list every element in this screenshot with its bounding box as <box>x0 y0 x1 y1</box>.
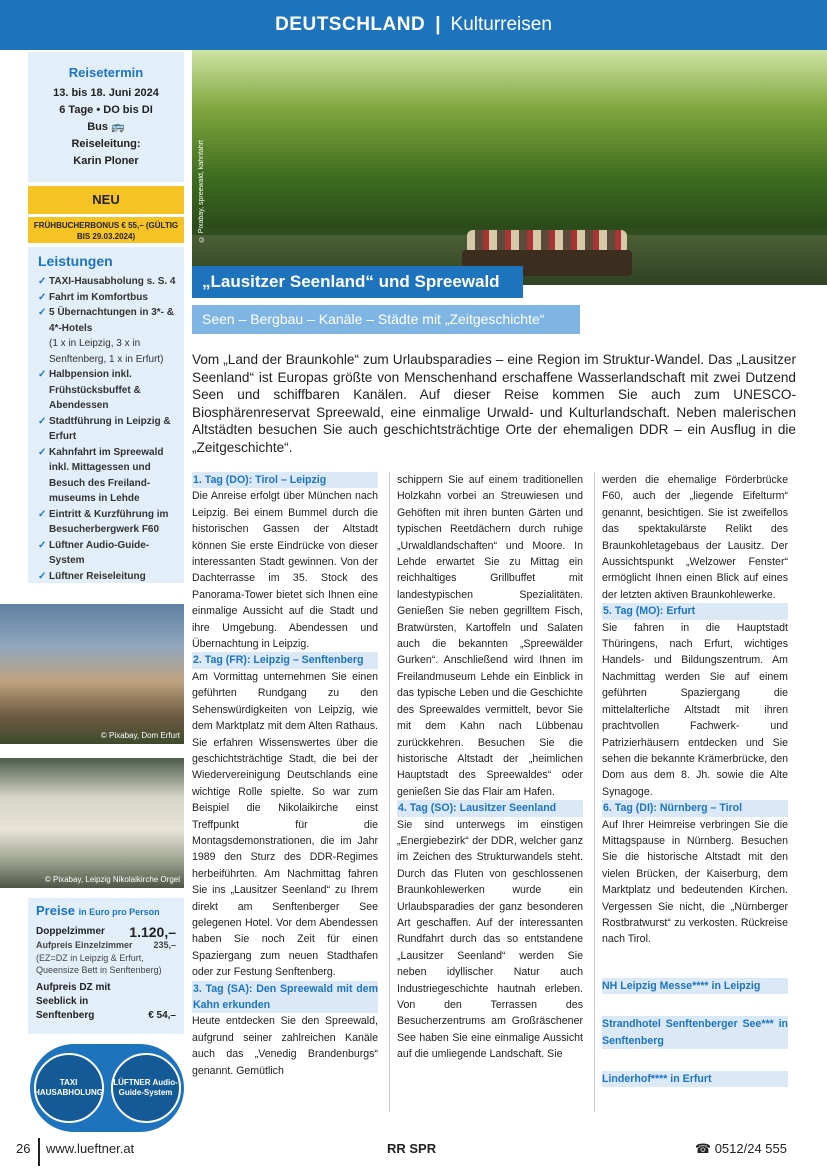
photo-nikolaikirche-orgel <box>0 758 184 888</box>
day-1-heading: 1. Tag (DO): Tirol – Leipzig <box>192 472 378 488</box>
photo-credit: © Pixabay, spreewald, kahnfahrt <box>198 140 205 243</box>
reisetermin-title: Reisetermin <box>68 65 144 80</box>
price-row-single <box>36 939 176 952</box>
price-title-small: in Euro pro Person <box>78 907 160 917</box>
trip-code: RR SPR <box>387 1141 437 1156</box>
price-value: € 54,– <box>148 1009 176 1021</box>
page-title: „Lausitzer Seenland“ und Spreewald <box>192 266 523 298</box>
hero-photo-spreewald <box>192 50 827 285</box>
list-item: ✓ Eintritt & Kurzführung im Besucherbergwerk F60 <box>38 507 178 538</box>
tour-guide-name: Karin Ploner <box>73 155 139 167</box>
column-1 <box>192 472 378 1079</box>
column-divider <box>594 472 595 1112</box>
list-item: ✓ TAXI-Hausabholung s. S. 4 <box>38 274 178 290</box>
price-box <box>28 898 184 1034</box>
price-note: (EZ=DZ in Leipzig & Erfurt, Queensize Bett in Senftenberg) <box>36 952 162 975</box>
list-item: ✓ Stadtführung in Leipzig & Erfurt <box>38 414 178 445</box>
left-sidebar <box>28 52 184 583</box>
list-item: ✓ Fahrt im Komfortbus <box>38 290 178 306</box>
footer-divider <box>38 1138 40 1166</box>
badge-strip <box>30 1044 184 1132</box>
hotel-senftenberg: Strandhotel Senftenberger See*** in Senftenberg <box>602 1016 788 1049</box>
leistungen-list <box>38 274 178 584</box>
travel-date: 13. bis 18. Juni 2024 <box>53 87 159 99</box>
travel-transport: Bus 🚌 <box>87 121 125 133</box>
header-separator: | <box>435 14 441 35</box>
day-3-heading: 3. Tag (SA): Den Spreewald mit dem Kahn erkunden <box>192 981 378 1014</box>
day-5-heading: 5. Tag (MO): Erfurt <box>602 603 788 619</box>
header-category: DEUTSCHLAND <box>275 14 426 35</box>
day-5-text: Sie fahren in die Hauptstadt Thüringens, nach Erfurt, wichtiges Handels- und Bildungszentrum. Am Nachmittag werden Sie auf einem geführten Spaziergang die mittelalterliche Altstadt mit ihren prachtvollen Fachwerk- und Patrizierhäusern entdecken und Sie sehen die bekannte Krämerbrücke, den Dom aus dem 8. Jh. sowie die Alte Synagoge. <box>602 621 788 798</box>
day-4-text-continued: werden die ehemalige Förderbrücke F60, auch der „liegende Eifelturm“ genannt, besichtigen. Sie ist zweifellos das spektakulärste Relikt des Braunkohletagebaus der Lausitz. Der Aussichtspunkt „Welzower Fenster“ ermöglicht Ihnen einen Blick auf eines der letzten aktiven Braunkohlewerke. <box>602 474 788 601</box>
column-divider <box>389 472 390 1112</box>
price-label: Doppelzimmer <box>36 926 105 937</box>
new-badge: NEU <box>28 186 184 214</box>
photo-credit: © Pixabay, Leipzig Nikolaikirche Orgel <box>44 875 180 884</box>
column-2 <box>397 472 583 1063</box>
footer-website-link[interactable]: www.lueftner.at <box>46 1141 135 1156</box>
list-item: ✓ 5 Übernachtungen in 3*- & 4*-Hotels <box>38 305 178 336</box>
day-6-text: Auf Ihrer Heimreise verbringen Sie die Mittagspause in Nürnberg. Besuchen Sie die historische Altstadt mit den vielen Brücken, der Kaiserburg, dem Marktplatz und bedeutenden Kirchen. Vergessen Sie nicht, die „Nürnberger Rostbratwurst“ zu verkosten. Rückreise nach Tirol. <box>602 818 788 946</box>
price-row-double <box>36 925 176 939</box>
photo-dom-erfurt <box>0 604 184 744</box>
reisetermin-box <box>28 52 184 182</box>
day-4-text: Sie sind unterwegs im einstigen „Energiebezirk“ der DDR, welcher ganz im Zeichen des Strukturwandels steht. Durch das Fluten von geschlossenen Braunkohlewerken wurde ein Urlaubsparadies der ganz besonderen Art geschaffen. Auf der interessanten Rundfahrt durch das so entstandene „Lausitzer Seenland“ werden Sie neben idyllischer Natur auch Industriegeschichte hautnah erleben. Von den Terrassen des Besucherzentrums am Großräschener See haben Sie eine einmalige Aussicht auf die umliegende Landschaft. Sie <box>397 818 583 1061</box>
intro-paragraph: Vom „Land der Braunkohle“ zum Urlaubsparadies – eine Region im Struktur-Wandel. Das „Lausitzer Seenland“ ist Europas größte von Menschenhand erschaffene Wasserlandschaft mit zwei Dutzend Seen und schiffbaren Kanälen. Auf dieser Reise kommen Sie auch zum UNESCO-Biosphärenreservat Spreewald, eine einmalige Urwald- und Kulturlandschaft. Neben malerischen Altstädten besuchen Sie auch geschichtsträchtige Orte der ehemaligen DDR – ein Ausflug in die „Zeitgeschichte“. <box>192 352 796 455</box>
list-item: ✓ Kahnfahrt im Spreewald inkl. Mittagessen und Besuch des Freilandmuseums in Lehde <box>38 445 178 507</box>
day-4-heading: 4. Tag (SO): Lausitzer Seenland <box>397 800 583 816</box>
audio-guide-icon: LÜFTNER Audio-Guide-System <box>111 1053 181 1123</box>
hotel-leipzig: NH Leipzig Messe**** in Leipzig <box>602 978 788 994</box>
early-booking-bonus: FRÜHBUCHERBONUS € 55,– (GÜLTIG BIS 29.03.2024) <box>28 217 184 243</box>
price-label: Aufpreis Einzelzimmer <box>36 940 133 950</box>
price-title-text: Preise <box>36 903 76 918</box>
day-3-text: Heute entdecken Sie den Spreewald, aufgrund seiner zahlreichen Kanäle auch das „Venedig Brandenburgs“ genannt. Gemütlich <box>192 1015 378 1077</box>
list-item: (1 x in Leipzig, 3 x in Senftenberg, 1 x in Erfurt) <box>49 338 164 365</box>
list-item: ✓ Halbpension inkl. Frühstücksbuffet & Abendessen <box>38 367 178 414</box>
day-6-heading: 6. Tag (DI): Nürnberg – Tirol <box>602 800 788 816</box>
page-header <box>0 0 827 50</box>
photo-credit: © Pixabay, Dom Erfurt <box>100 731 180 740</box>
list-item: ✓ Lüftner Audio-Guide-System <box>38 538 178 569</box>
price-label: Aufpreis DZ mit Seeblick in Senftenberg <box>36 981 111 1021</box>
leistungen-box <box>28 247 184 583</box>
hotel-erfurt: Linderhof**** in Erfurt <box>602 1071 788 1087</box>
price-value: 1.120,– <box>129 924 176 940</box>
list-item: ✓ Lüftner Reiseleitung <box>38 569 178 585</box>
price-value: 235,– <box>153 940 176 950</box>
day-2-heading: 2. Tag (FR): Leipzig – Senftenberg <box>192 652 378 668</box>
footer-phone: ☎ 0512/24 555 <box>694 1141 787 1156</box>
travel-duration: 6 Tage • DO bis DI <box>59 104 153 116</box>
header-subcategory: Kulturreisen <box>450 14 552 35</box>
page-number: 26 <box>16 1141 31 1156</box>
day-2-text: Am Vormittag unternehmen Sie einen geführten Rundgang zu den Sehenswürdigkeiten von Leipzig, wie dem Marktplatz mit dem Alten Rathaus. Sie erfahren Wissenswertes über die geschichtsträchtige Stadt, die bei der Wiedervereinigung Deutschlands eine wichtige Rolle spielte. So war zum Beispiel die Nikolaikirche einst Treffpunkt für die Montagsdemonstrationen, die im Jahr 1989 den Sturz des DDR-Regimes herbeiführten. Am Nachmittag fahren Sie ins „Lausitzer Seenland“ zu Ihrem direkt am Senftenberger See gelegenen Hotel. Vor dem Abendessen haben Sie noch Zeit für einen Spaziergang zum neuen Stadthafen oder zur Festung Senftenberg. <box>192 670 378 979</box>
leistungen-title: Leistungen <box>38 253 113 269</box>
taxi-house-icon: TAXI HAUSABHOLUNG <box>34 1053 104 1123</box>
column-3 <box>602 472 788 1087</box>
page-footer <box>0 1136 827 1166</box>
tour-guide-label: Reiseleitung: <box>71 138 141 150</box>
price-title <box>36 904 176 919</box>
price-row-seeblick <box>36 981 176 1023</box>
page-subtitle: Seen – Bergbau – Kanäle – Städte mit „Zeitgeschichte“ <box>192 305 580 334</box>
day-3-text-continued: schippern Sie auf einem traditionellen Holzkahn vorbei an Streuwiesen und Gehöften mit ihren bunten Gärten und typischen Reetdächern durch ruhige „Urwaldlandschaften“ und Moore. In Lehde erwartet Sie zu Mittag ein reichhaltiges Grillbuffet mit landestypischen Spezialitäten. Genießen Sie neben gegrilltem Fisch, Bratwürsten, Kartoffeln und Salaten auch die bekannten „Spreewälder Gurken“. Anschließend wird Ihnen im Freilandmuseum Lehde ein Einblick in das typische Leben und die Geschichte des Spreewaldes vermittelt, bevor Sie mit dem Kahn nach Lübbenau zurückkehren. Besuchen Sie die historische Altstadt der „heimlichen Hauptstadt des Spreewaldes“ oder genießen Sie das Flair am Hafen. <box>397 474 583 798</box>
day-1-text: Die Anreise erfolgt über München nach Leipzig. Bei einem Bummel durch die historischen Gassen der Altstadt können Sie erste Eindrücke von dieser interessanten Stadt gewinnen. Von der Dachterrasse im 35. Stock des Panorama-Tower bietet sich Ihnen eine einmalige Aussicht auf die Stadt und ihre Umgebung. Abendessen und Übernachtung in Leipzig. <box>192 490 378 651</box>
